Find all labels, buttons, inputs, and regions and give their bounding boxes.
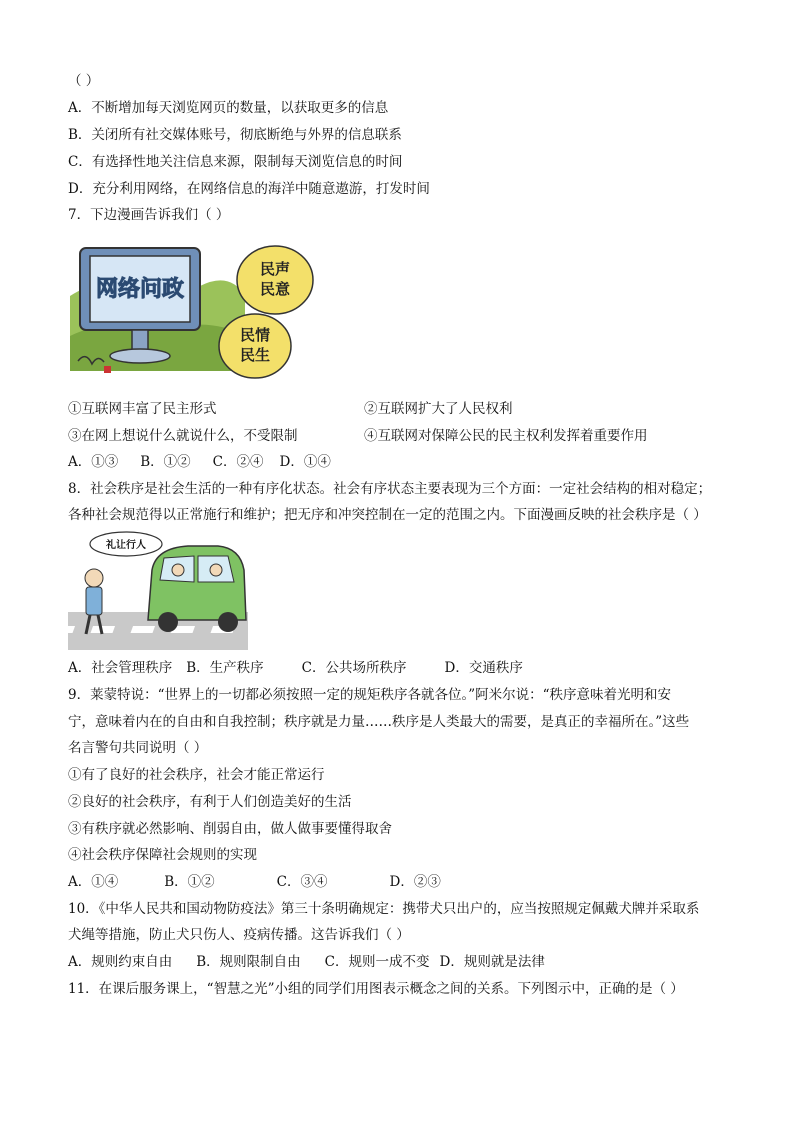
q10-option-c: C．规则一成不变: [324, 954, 430, 970]
q6-option-b: B．关闭所有社交媒体账号，彻底断绝与外界的信息联系: [68, 127, 402, 143]
car-icon: [148, 546, 246, 632]
q9-statement-4: ④社会秩序保障社会规则的实现: [68, 847, 257, 863]
bubble2-line1: 民情: [239, 326, 271, 344]
q9-option-a: A．①④: [68, 874, 119, 890]
q7-option-a: A．①③: [68, 454, 119, 470]
q7-statement-4: ④互联网对保障公民的民主权利发挥着重要作用: [364, 428, 648, 444]
q8-option-b: B．生产秩序: [186, 660, 264, 676]
q7-option-c: C．②④: [212, 454, 264, 470]
q9-option-b: B．①②: [164, 874, 215, 890]
q7-options: [68, 453, 331, 471]
q9-option-c: C．③④: [276, 874, 328, 890]
q9-stem-line3: 名言警句共同说明（ ）: [68, 740, 208, 756]
q10-option-b: B．规则限制自由: [196, 954, 301, 970]
bubble1-line1: 民声: [259, 260, 291, 278]
q9-statement-3: ③有秩序就必然影响、削弱自由，做人做事要懂得取舍: [68, 821, 392, 837]
bubble2-line2: 民生: [239, 346, 271, 364]
q10-stem-line2: 犬绳等措施，防止犬只伤人、疫病传播。这告诉我们（ ）: [68, 927, 410, 943]
q10-option-d: D．规则就是法律: [439, 954, 545, 970]
q9-statement-2: ②良好的社会秩序，有利于人们创造美好的生活: [68, 794, 352, 810]
q9-stem-line1: 9．莱蒙特说：“世界上的一切都必须按照一定的规矩秩序各就各位。”阿米尔说：“秩序意味着光明和安: [68, 687, 672, 703]
q7-option-d: D．①④: [279, 454, 331, 470]
seal: [104, 366, 111, 373]
q8-stem-line2: 各种社会规范得以正常施行和维护；把无序和冲突控制在一定的范围之内。下面漫画反映的社会秩序是（ ）: [68, 507, 707, 523]
bubble1-line2: 民意: [259, 280, 291, 298]
q7-cartoon: [70, 236, 320, 386]
q9-option-d: D．②③: [389, 874, 441, 890]
q8-cartoon: [68, 530, 248, 650]
q7-stem: 7．下边漫画告诉我们（ ）: [68, 207, 230, 223]
q9-options: [68, 873, 441, 891]
q10-options: [68, 953, 545, 971]
q8-option-a: A．社会管理秩序: [68, 660, 173, 676]
q7-option-b: B．①②: [140, 454, 191, 470]
q8-option-c: C．公共场所秩序: [301, 660, 407, 676]
q7-statement-2: ②互联网扩大了人民权利: [364, 401, 513, 417]
q9-statement-1: ①有了良好的社会秩序，社会才能正常运行: [68, 767, 325, 783]
q6-option-d: D．充分利用网络，在网络信息的海洋中随意遨游，打发时间: [68, 181, 430, 197]
q8-stem-line1: 8．社会秩序是社会生活的一种有序化状态。社会有序状态主要表现为三个方面：一定社会结构的相对稳定；: [68, 481, 712, 497]
q7-statement-3: ③在网上想说什么就说什么，不受限制: [68, 428, 298, 444]
q6-option-a: A．不断增加每天浏览网页的数量，以获取更多的信息: [68, 100, 389, 116]
q6-paren: （ ）: [68, 73, 100, 89]
q10-option-a: A．规则约束自由: [68, 954, 173, 970]
q6-option-c: C．有选择性地关注信息来源，限制每天浏览信息的时间: [68, 154, 403, 170]
q8-bubble-text: 礼让行人: [106, 540, 146, 551]
q10-stem-line1: 10．《中华人民共和国动物防疫法》第三十条明确规定：携带犬只出户的，应当按照规定佩戴犬牌并采取系: [68, 901, 700, 917]
q8-option-d: D．交通秩序: [444, 660, 523, 676]
monitor-text: 网络问政: [95, 276, 185, 301]
q8-options: [68, 659, 523, 677]
q11-stem: 11．在课后服务课上，“智慧之光”小组的同学们用图表示概念之间的关系。下列图示中，正确的是（ ）: [68, 981, 684, 997]
q9-stem-line2: 宁，意味着内在的自由和自我控制；秩序就是力量……秩序是人类最大的需要，是真正的幸福所在。”这些: [68, 714, 690, 730]
q7-statement-1: ①互联网丰富了民主形式: [68, 401, 217, 417]
